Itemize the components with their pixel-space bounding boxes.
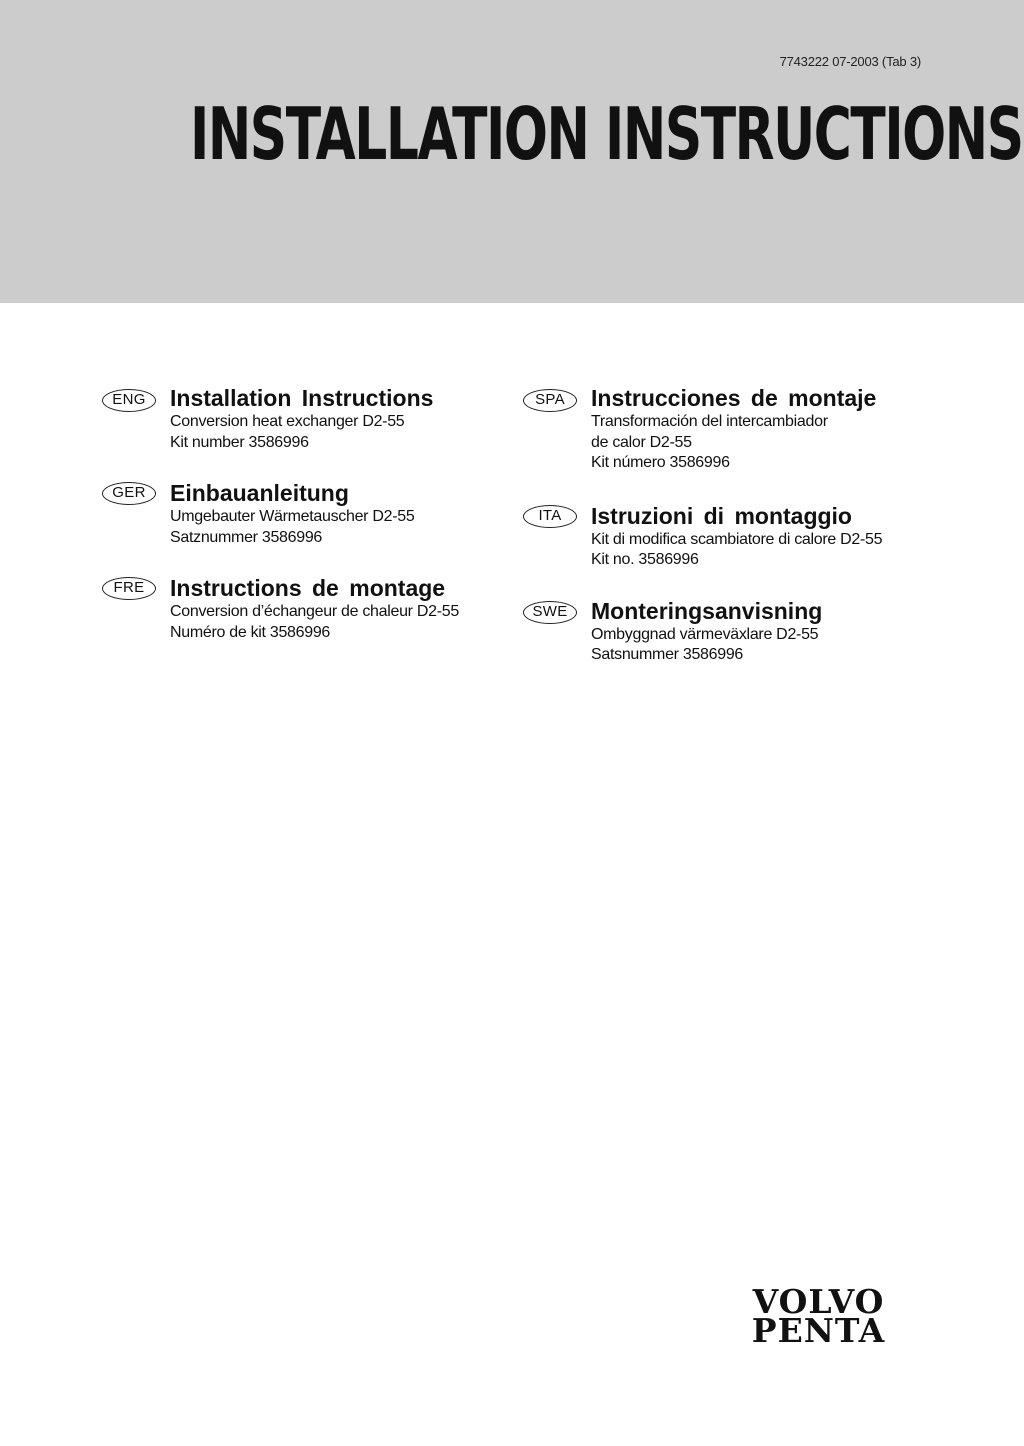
logo-line-penta: PENTA	[751, 1311, 886, 1350]
language-title: Instrucciones de montaje	[591, 385, 877, 411]
language-code-badge: ITA	[523, 505, 577, 528]
language-line: Kit di modifica scambiatore di calore D2-55	[591, 530, 883, 548]
language-code-badge: FRE	[102, 577, 156, 600]
language-line: Ombyggnad värmeväxlare D2-55	[591, 625, 819, 643]
language-entry-spa	[523, 384, 943, 474]
volvo-penta-logo	[716, 1282, 921, 1350]
language-line: Kit número 3586996	[591, 454, 730, 471]
language-entry-ger	[102, 479, 522, 548]
header-band	[0, 0, 1024, 303]
language-code-badge: SWE	[523, 601, 577, 624]
language-line: Numéro de kit 3586996	[170, 623, 331, 641]
language-line: Conversion heat exchanger D2-55	[170, 413, 405, 430]
language-code-badge: SPA	[523, 389, 577, 412]
language-code-badge: ENG	[102, 389, 156, 412]
language-entry-ita	[523, 502, 943, 571]
language-line: Satznummer 3586996	[170, 528, 323, 546]
document-reference: 7743222 07-2003 (Tab 3)	[779, 54, 921, 69]
language-title: Einbauanleitung	[170, 480, 349, 506]
language-line: Kit no. 3586996	[591, 551, 699, 568]
page-title: INSTALLATION INSTRUCTIONS	[190, 92, 1023, 176]
logo-line-volvo: VOLVO	[752, 1282, 885, 1321]
language-entry-swe	[523, 597, 943, 666]
language-title: Monteringsanvisning	[591, 597, 823, 624]
language-line: Kit number 3586996	[170, 433, 309, 451]
language-entry-eng	[102, 384, 522, 453]
language-code-badge: GER	[102, 482, 156, 505]
language-title: Instructions de montage	[170, 575, 446, 601]
language-line: Umgebauter Wärmetauscher D2-55	[170, 508, 415, 525]
language-line: de calor D2-55	[591, 433, 692, 451]
language-line: Satsnummer 3586996	[591, 646, 744, 663]
language-entry-fre	[102, 574, 522, 643]
language-title: Installation Instructions	[170, 385, 434, 411]
language-line: Transformación del intercambiador	[591, 413, 828, 430]
language-title: Istruzioni di montaggio	[591, 502, 852, 529]
language-column-right	[523, 384, 943, 666]
language-column-left	[102, 384, 522, 643]
language-line: Conversion d’échangeur de chaleur D2-55	[170, 603, 459, 620]
